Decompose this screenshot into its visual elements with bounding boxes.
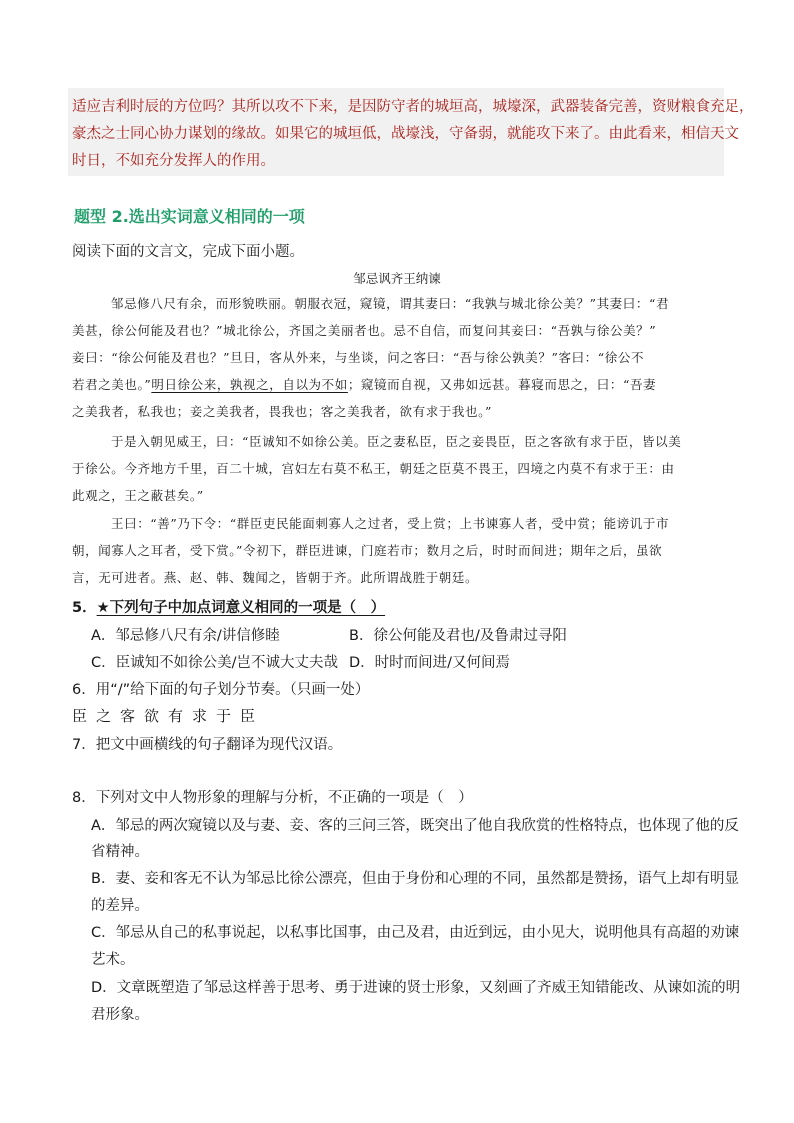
translation-line-3: 时日，不如充分发挥人的作用。 [72,153,275,169]
passage-line-4 [72,375,656,393]
star-icon: ★ [96,600,110,616]
q8-option-a-line-1: A．邹忌的两次窥镜以及与妻、妾、客的三问三答，既突出了他自我欣赏的性格特点，也体现了他的反 [91,818,739,834]
section-title: 题型 2.选出实词意义相同的一项 [74,207,305,226]
passage-line-5: 之美我者，私我也；妾之美我者，畏我也；客之美我者，欲有求于我也。” [72,404,492,419]
question-5 [72,596,385,617]
question-8: 8．下列对文中人物形象的理解与分析，不正确的一项是（ ） [72,790,473,806]
q5-option-c: C．臣诚知不如徐公美/岂不诚大丈夫哉 [91,655,339,671]
passage-line-3: 妾曰：“徐公何能及君也？”旦日，客从外来，与坐谈，问之客曰：“吾与徐公孰美？”客曰：“徐公不 [72,350,645,365]
passage-line-8: 此观之，王之蔽甚矣。” [72,488,204,503]
underlined-sentence: 明日徐公来，孰视之，自以为不如 [151,377,348,392]
q8-option-c-line-2: 艺术。 [91,952,135,968]
question-6-sentence: 臣之客欲有求于臣 [72,707,265,725]
q8-option-d-line-2: 君形象。 [91,1007,149,1023]
translation-line-1: 适应吉利时辰的方位吗？其所以攻不下来，是因防守者的城垣高，城壕深，武器装备完善，资财粮食充足， [72,99,754,115]
q8-option-c-line-1: C．邹忌从自己的私事说起，以私事比国事，由己及君，由近到远，由小见大，说明他具有高超的劝谏 [91,925,740,941]
q8-option-b-line-1: B．妻、妾和客无不认为邹忌比徐公漂亮，但由于身份和心理的不同，虽然都是赞扬，语气上却有明显 [91,871,739,887]
q5-option-d: D．时时而间进/又何间焉 [349,655,511,671]
passage-line-2: 美甚，徐公何能及君也？”城北徐公，齐国之美丽者也。忌不自信，而复问其妾曰：“吾孰与徐公美？” [72,323,657,338]
q5-option-b: B．徐公何能及君也/及鲁肃过寻阳 [349,628,567,644]
q8-option-d-line-1: D．文章既塑造了邹忌这样善于思考、勇于进谏的贤士形象，又刻画了齐威王知错能改、从谏如流的明 [91,980,741,996]
q8-option-b-line-2: 的差异。 [91,898,149,914]
q8-option-a-line-2: 省精神。 [91,844,149,860]
question-7: 7．把文中画横线的句子翻译为现代汉语。 [72,737,343,753]
question-6: 6．用“/”给下面的句子划分节奏。（只画一处） [72,682,370,698]
passage-line-10: 朝，闻寡人之耳者，受下赏。”令初下，群臣进谏，门庭若市；数月之后，时时而间进；期年之后，虽欲 [72,543,663,558]
instruction-text: 阅读下面的文言文，完成下面小题。 [72,244,304,260]
passage-line-4-post: ；窥镜而自视，又弗如远甚。暮寝而思之，曰：“吾妻 [347,377,657,392]
translation-line-2: 豪杰之士同心协力谋划的缘故。如果它的城垣低，战壕浅，守备弱，就能攻下来了。由此看来，相信天文 [72,126,739,142]
q5-option-a: A．邹忌修八尺有余/讲信修睦 [91,628,280,644]
passage-line-11: 言，无可进者。燕、赵、韩、魏闻之，皆朝于齐。此所谓战胜于朝廷。 [72,570,479,585]
question-5-number: 5． [72,600,97,616]
passage-line-9: 王曰：“善”乃下令：“群臣吏民能面刺寡人之过者，受上赏；上书谏寡人者，受中赏；能谤讥于市 [111,516,670,531]
question-5-text: 下列句子中加点词意义相同的一项是（ ） [109,600,386,616]
passage-line-1: 邹忌修八尺有余，而形貌昳丽。朝服衣冠，窥镜，谓其妻曰：“我孰与城北徐公美？”其妻曰：“君 [111,296,670,311]
passage-title: 邹忌讽齐王纳谏 [353,271,441,286]
passage-line-4-pre: 若君之美也。” [72,377,152,392]
passage-line-7: 于徐公。今齐地方千里，百二十城，宫妇左右莫不私王，朝廷之臣莫不畏王，四境之内莫不有求于王：由 [72,461,675,476]
passage-line-6: 于是入朝见威王，曰：“臣诚知不如徐公美。臣之妻私臣，臣之妾畏臣，臣之客欲有求于臣，皆以美 [111,434,682,449]
